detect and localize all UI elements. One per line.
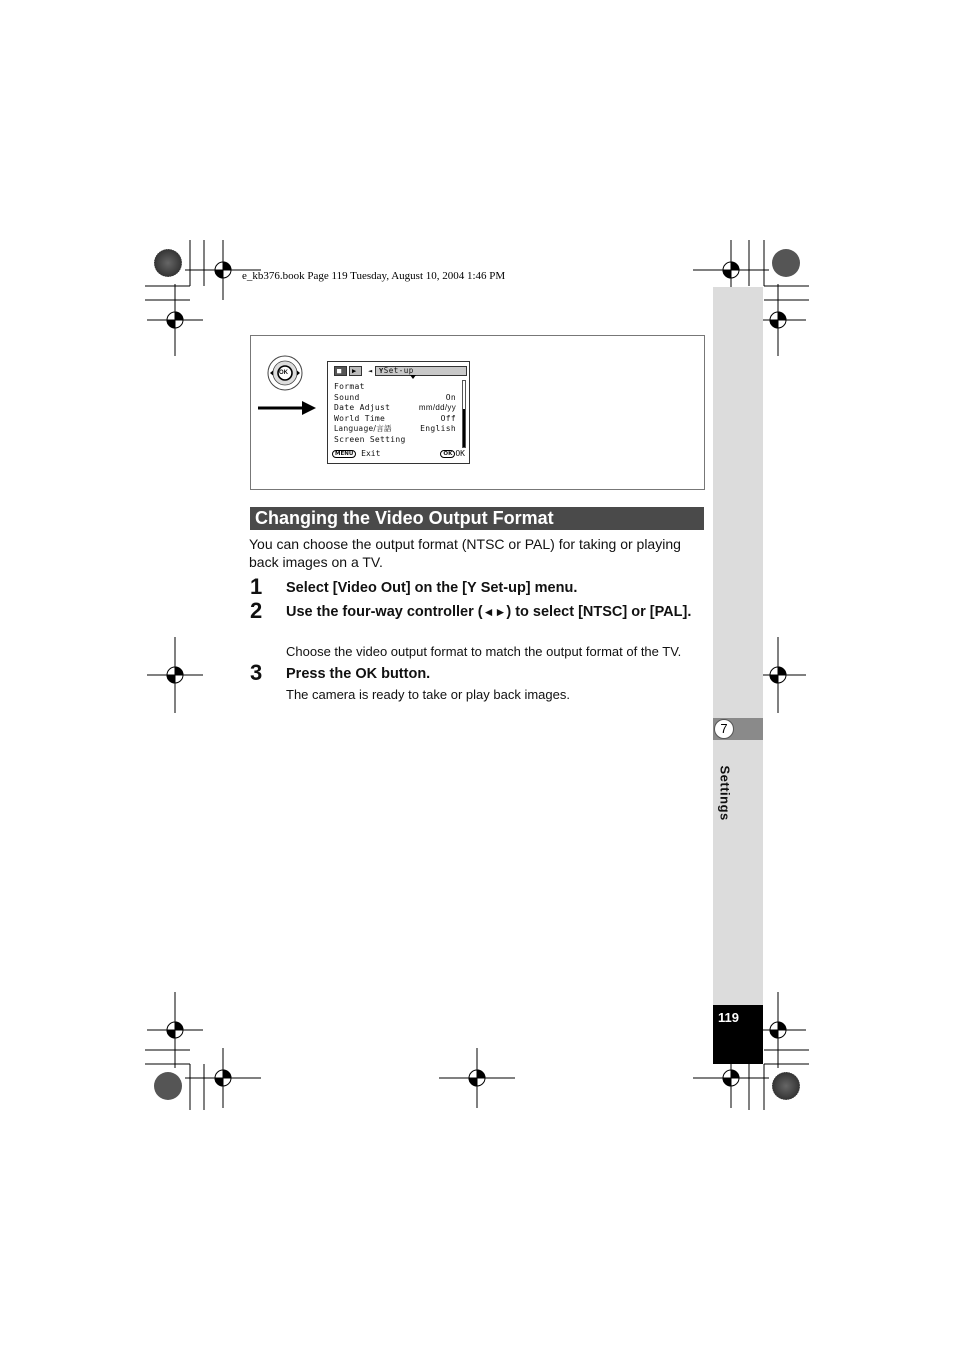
ok-hint[interactable]: OK OK: [440, 448, 465, 460]
print-header: e_kb376.book Page 119 Tuesday, August 10, 2004 1:46 PM: [242, 270, 506, 282]
step-3-text: Press the OK button.: [286, 666, 431, 682]
side-tab-strip: [713, 287, 763, 1064]
section-title: Changing the Video Output Format: [255, 508, 554, 528]
menu-item-format[interactable]: Format: [334, 382, 365, 391]
left-right-arrows-icon: ◄►: [482, 605, 507, 619]
step-1-text: Select [Video Out] on the [Y Set-up] menu.: [286, 580, 578, 596]
screen-figure: [250, 335, 705, 490]
wrench-icon: Y: [467, 580, 477, 596]
tab-left-arrow-icon: ◄: [368, 367, 373, 375]
lcd-footer: [332, 448, 465, 460]
play-icon: ▶: [352, 367, 357, 375]
menu-item-date-adjust[interactable]: Date Adjust mm/dd/yy: [334, 403, 456, 412]
menu-item-sound[interactable]: Sound On: [334, 392, 456, 402]
lcd-tab-setup-label: Set-up: [383, 366, 414, 375]
camera-icon: ■: [337, 367, 342, 375]
controller-ok-label: OK: [279, 370, 288, 376]
step-3-note: The camera is ready to take or play back images.: [286, 687, 570, 702]
right-arrow-icon: [258, 399, 316, 417]
lcd-tab-rec[interactable]: [334, 366, 347, 376]
menu-pointer-icon: [410, 375, 416, 379]
step-2-number: 2: [250, 598, 263, 623]
exit-hint[interactable]: MENU Exit: [332, 448, 380, 460]
lcd-menu-list: [334, 382, 456, 445]
chapter-number: 7: [714, 719, 734, 739]
lcd-tab-playback[interactable]: [349, 366, 362, 376]
step-2-note: Choose the video output format to match the output format of the TV.: [286, 644, 682, 659]
step-2-text: Use the four-way controller (◄►) to select [NTSC] or [PAL].: [286, 604, 692, 620]
wrench-icon: Y: [379, 367, 384, 375]
menu-item-world-time[interactable]: World Time Off: [334, 413, 456, 423]
camera-lcd-menu: [327, 361, 470, 464]
ok-button-icon: OK: [440, 450, 455, 458]
section-intro: You can choose the output format (NTSC or PAL) for taking or playing back images on a TV.: [249, 536, 681, 570]
menu-item-screen-setting[interactable]: Screen Setting: [334, 434, 406, 444]
menu-item-language[interactable]: Language/言語 English: [334, 424, 456, 433]
page-number: 119: [718, 1010, 739, 1025]
step-3-number: 3: [250, 660, 263, 685]
step-1-number: 1: [250, 574, 263, 599]
menu-button-icon: MENU: [332, 450, 356, 458]
lcd-scrollbar-thumb[interactable]: [463, 409, 465, 447]
chapter-label: Settings: [717, 765, 733, 821]
lcd-tab-setup[interactable]: [375, 366, 467, 376]
lcd-scrollbar[interactable]: [462, 380, 466, 448]
